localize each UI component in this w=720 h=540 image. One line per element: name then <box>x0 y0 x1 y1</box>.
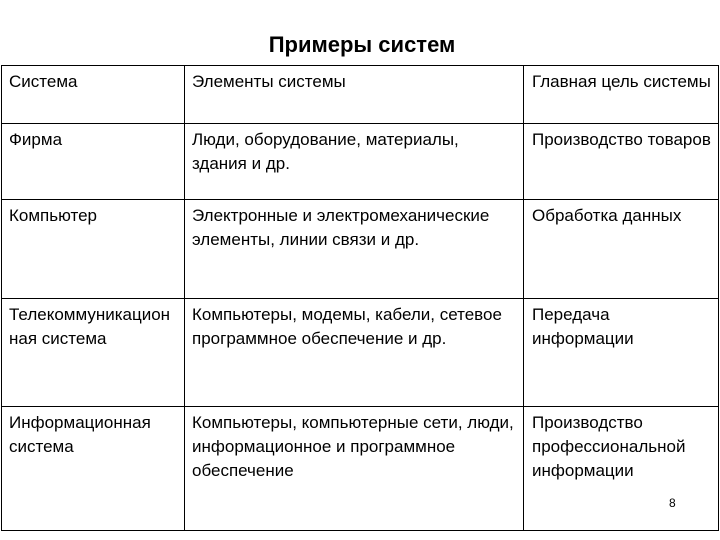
cell-system: Телекоммуникационная система <box>2 299 185 407</box>
table-row <box>2 407 719 531</box>
cell-goal: Производство профессиональной информации <box>524 407 719 531</box>
cell-goal: Производство товаров <box>524 124 719 200</box>
table-row <box>2 200 719 299</box>
table-row <box>2 124 719 200</box>
cell-goal: Передача информации <box>524 299 719 407</box>
cell-elements: Компьютеры, модемы, кабели, сетевое программное обеспечение и др. <box>185 299 524 407</box>
header-goal: Главная цель системы <box>524 66 719 124</box>
cell-elements: Компьютеры, компьютерные сети, люди, информационное и программное обеспечение <box>185 407 524 531</box>
header-system: Система <box>2 66 185 124</box>
cell-elements: Электронные и электромеханические элементы, линии связи и др. <box>185 200 524 299</box>
slide-title: Примеры систем <box>268 32 456 57</box>
cell-system: Информационная система <box>2 407 185 531</box>
table-row <box>2 299 719 407</box>
cell-system: Компьютер <box>2 200 185 299</box>
cell-goal: Обработка данных <box>524 200 719 299</box>
table-header-row <box>2 66 719 124</box>
page-number: 8 <box>669 496 676 510</box>
cell-elements: Люди, оборудование, материалы, здания и др. <box>185 124 524 200</box>
cell-system: Фирма <box>2 124 185 200</box>
header-elements: Элементы системы <box>185 66 524 124</box>
systems-table <box>1 65 719 531</box>
